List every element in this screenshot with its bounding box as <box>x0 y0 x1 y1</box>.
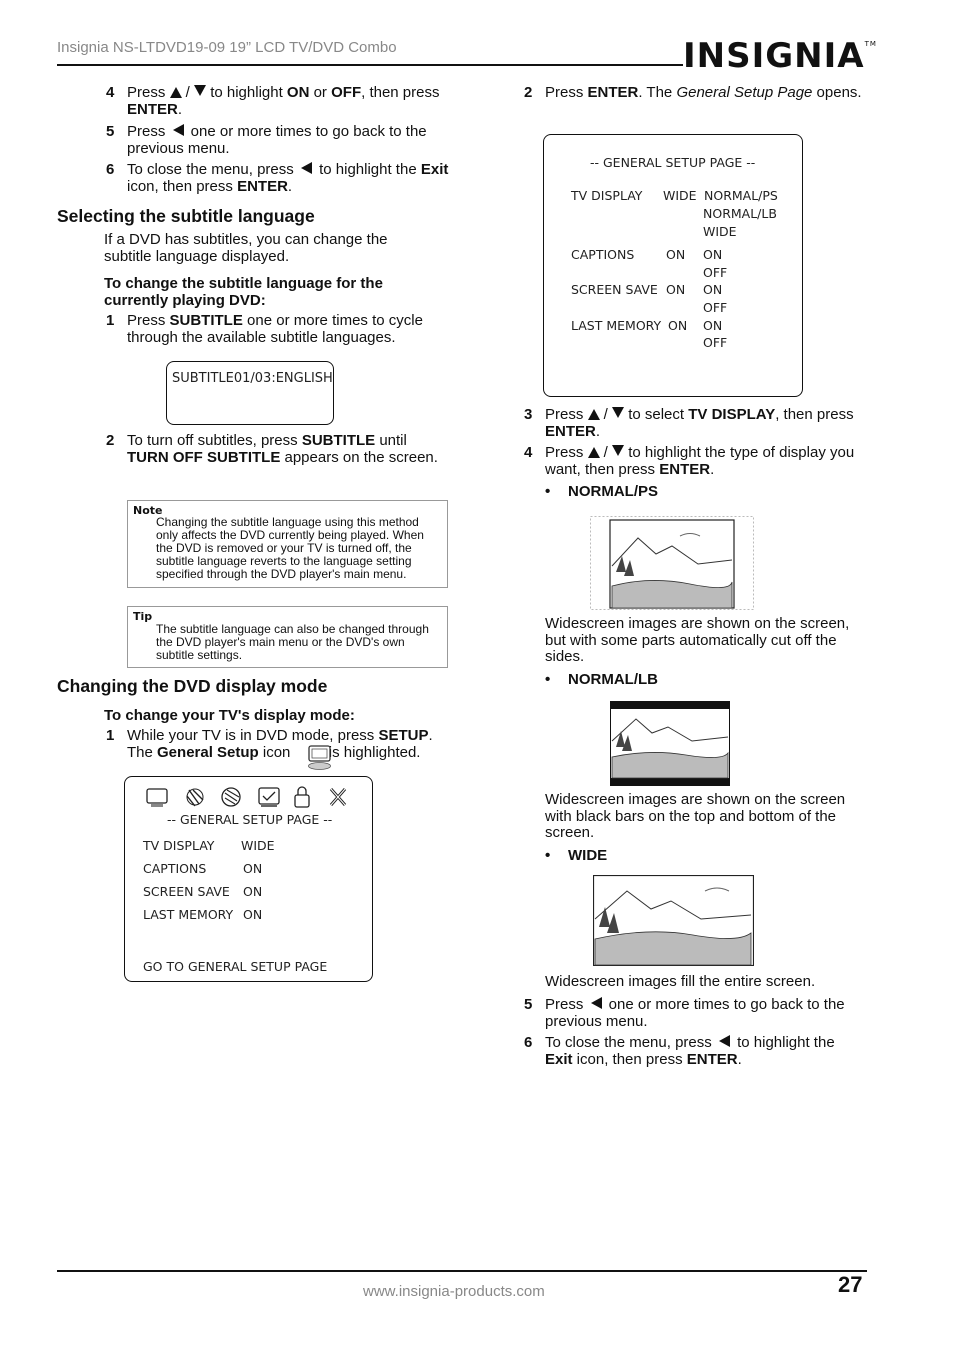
right-step-6: 6 To close the menu, press to highlight the Exit icon, then press ENTER. <box>524 1034 835 1068</box>
left-arrow-icon <box>173 124 184 136</box>
wide-illustration <box>593 875 754 966</box>
subtitle-osd-text: SUBTITLE01/03:ENGLISH <box>172 371 333 386</box>
header-rule <box>57 64 683 66</box>
footer-rule <box>57 1270 867 1272</box>
osd-row-label: TV DISPLAY <box>143 838 215 853</box>
down-arrow-icon <box>612 407 624 418</box>
note-box <box>127 500 448 588</box>
last-memory-value: ON <box>668 318 688 333</box>
note-text: Changing the subtitle language using this method only affects the DVD currently being played. When the DVD is removed or your TV is turned off, the subtitle language reverts to the language setting specified through the DVD player's main menu. <box>156 515 424 581</box>
subtitle-step-2: 2 To turn off subtitles, press SUBTITLE until TURN OFF SUBTITLE appears on the screen. <box>106 432 438 466</box>
screen-save-option: ON <box>703 282 723 297</box>
normal-ps-desc: Widescreen images are shown on the screen, but with some parts automatically cut off the sides. <box>545 615 850 665</box>
page-number: 27 <box>838 1272 863 1297</box>
dolby-icon <box>222 788 240 806</box>
captions-label: CAPTIONS <box>571 247 635 262</box>
osd-footer: GO TO GENERAL SETUP PAGE <box>143 959 328 974</box>
tv-display-value: WIDE <box>663 188 697 203</box>
general-setup-osd-large <box>543 134 803 397</box>
step-5-back: 5 Press one or more times to go back to the previous menu. <box>106 123 427 157</box>
subtitle-procedure-title: To change the subtitle language for the currently playing DVD: <box>104 275 383 309</box>
right-step-5: 5 Press one or more times to go back to the previous menu. <box>524 996 845 1030</box>
header-title: Insignia NS-LTDVD19-09 19” LCD TV/DVD Combo <box>57 39 397 56</box>
section-heading-subtitle: Selecting the subtitle language <box>57 206 315 226</box>
captions-option: OFF <box>703 265 728 280</box>
osd-row-value: WIDE <box>241 838 275 853</box>
lock-icon <box>295 787 309 807</box>
osd-small-title: -- GENERAL SETUP PAGE -- <box>167 812 333 827</box>
normal-ps-illustration <box>590 516 754 610</box>
tv-display-option: NORMAL/LB <box>703 206 777 221</box>
left-arrow-icon <box>719 1035 730 1047</box>
footer-url: www.insignia-products.com <box>363 1283 545 1300</box>
insignia-logo: INSIGNIA™ <box>683 36 877 76</box>
note-label: Note <box>133 504 163 517</box>
step-4-highlight: 4 Press / to highlight ON or OFF, then press ENTER. <box>106 84 440 118</box>
osd-row-value: ON <box>243 907 263 922</box>
right-step-3: 3 Press / to select TV DISPLAY, then press ENTER. <box>524 406 854 440</box>
section-heading-display: Changing the DVD display mode <box>57 676 328 696</box>
captions-value: ON <box>666 247 686 262</box>
step-6-close: 6 To close the menu, press to highlight the Exit icon, then press ENTER. <box>106 161 449 195</box>
tip-text: The subtitle language can also be changed through the DVD player's main menu or the DVD's own subtitle settings. <box>156 622 429 662</box>
screen-save-option: OFF <box>703 300 728 315</box>
screen-save-label: SCREEN SAVE <box>571 282 658 297</box>
display-step-1: 1 While your TV is in DVD mode, press SETUP. The General Setup icon is highlighted. <box>106 727 433 761</box>
general-setup-icon <box>307 743 333 771</box>
osd-row-value: ON <box>243 861 263 876</box>
subtitle-intro: If a DVD has subtitles, you can change the subtitle language displayed. <box>104 231 388 265</box>
down-arrow-icon <box>612 445 624 456</box>
video-icon <box>259 788 279 807</box>
right-step-4: 4 Press / to highlight the type of display you want, then press ENTER. <box>524 444 855 478</box>
wide-desc: Widescreen images fill the entire screen. <box>545 973 816 990</box>
tv-icon <box>147 789 167 807</box>
osd-row-label: CAPTIONS <box>143 861 207 876</box>
tip-box <box>127 606 448 668</box>
normal-lb-illustration <box>610 701 730 786</box>
up-arrow-icon <box>588 409 600 420</box>
left-arrow-icon <box>301 162 312 174</box>
osd-row-label: LAST MEMORY <box>143 907 234 922</box>
subtitle-step-1: 1 Press SUBTITLE one or more times to cycle through the available subtitle languages. <box>106 312 423 346</box>
right-step-2: 2 Press ENTER. The General Setup Page opens. <box>524 84 862 101</box>
up-arrow-icon <box>588 447 600 458</box>
osd-row-label: SCREEN SAVE <box>143 884 230 899</box>
last-memory-label: LAST MEMORY <box>571 318 662 333</box>
left-arrow-icon <box>591 997 602 1009</box>
osd-row-value: ON <box>243 884 263 899</box>
last-memory-option: OFF <box>703 335 728 350</box>
osd-icon-bar <box>145 784 375 810</box>
general-setup-osd-small <box>124 776 373 982</box>
tv-display-label: TV DISPLAY <box>571 188 643 203</box>
last-memory-option: ON <box>703 318 723 333</box>
normal-lb-desc: Widescreen images are shown on the screen with black bars on the top and bottom of the screen. <box>545 791 846 841</box>
subtitle-osd <box>166 361 334 425</box>
down-arrow-icon <box>194 85 206 96</box>
tv-display-option: NORMAL/PS <box>704 188 778 203</box>
up-arrow-icon <box>170 87 182 98</box>
tv-display-option: WIDE <box>703 224 737 239</box>
tools-icon <box>331 789 345 805</box>
display-procedure-title: To change your TV's display mode: <box>104 707 355 724</box>
tip-label: Tip <box>133 610 153 623</box>
screen-save-value: ON <box>666 282 686 297</box>
audio-icon <box>187 789 203 806</box>
osd-large-title: -- GENERAL SETUP PAGE -- <box>590 155 756 170</box>
captions-option: ON <box>703 247 723 262</box>
